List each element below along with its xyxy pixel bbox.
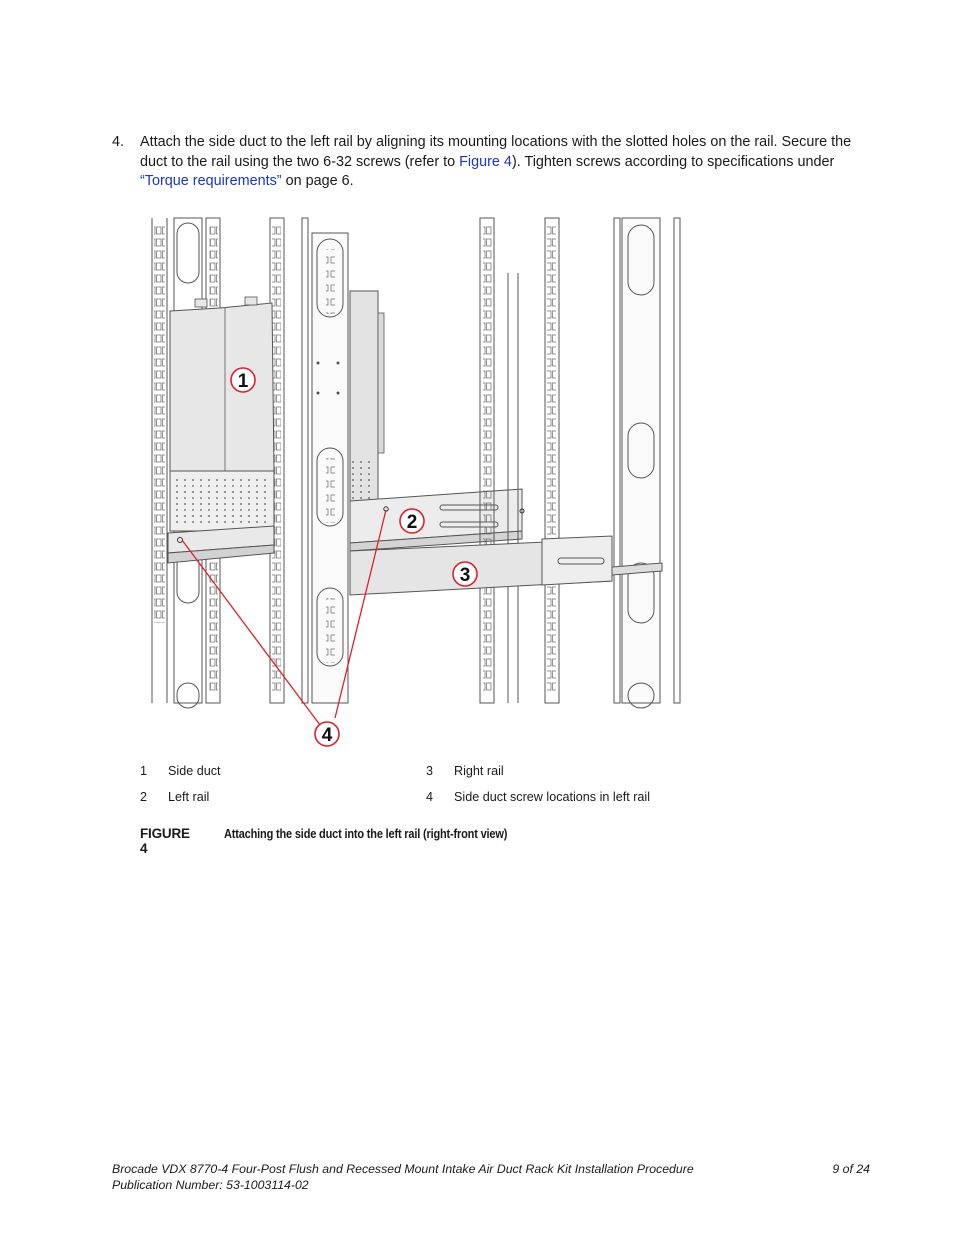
step-text-part-1: Attach the side duct to the left rail by aligning its mounting locations with the slotted holes on the rail. Secure the duct to the rail using the two 6-32 screws (refer to bbox=[140, 134, 852, 170]
legend-number: 4 bbox=[426, 790, 434, 804]
callout-1-label: 1 bbox=[237, 371, 249, 392]
legend-number: 3 bbox=[426, 764, 434, 778]
callout-2-label: 2 bbox=[406, 512, 418, 533]
legend-number: 1 bbox=[140, 764, 148, 778]
callout-4 bbox=[315, 722, 339, 746]
page-number: 9 of 24 bbox=[832, 1162, 870, 1176]
document-title: Brocade VDX 8770-4 Four-Post Flush and Recessed Mount Intake Air Duct Rack Kit Installation Procedure bbox=[112, 1162, 694, 1176]
torque-requirements-link[interactable]: “Torque requirements” bbox=[140, 173, 282, 189]
rack-illustration bbox=[150, 213, 682, 753]
side-duct bbox=[168, 297, 274, 563]
legend-number: 2 bbox=[140, 790, 148, 804]
middle-post bbox=[302, 218, 384, 703]
step-text-part-3: on page 6. bbox=[281, 173, 354, 189]
figure-label: FIGURE 4 bbox=[140, 826, 190, 856]
page-footer bbox=[112, 1162, 872, 1193]
callout-4-label: 4 bbox=[321, 725, 333, 746]
legend-label: Side duct bbox=[168, 764, 221, 778]
callout-3 bbox=[453, 562, 477, 586]
step-text-part-2: ). Tighten screws according to specifications under bbox=[511, 153, 835, 170]
publication-number: Publication Number: 53-1003114-02 bbox=[112, 1177, 309, 1192]
callout-2 bbox=[400, 509, 424, 533]
legend-label: Left rail bbox=[168, 790, 210, 804]
legend-label: Right rail bbox=[454, 764, 504, 778]
figure-4-link[interactable]: Figure 4 bbox=[459, 153, 512, 170]
figure-caption-text: Attaching the side duct into the left rail (right-front view) bbox=[224, 827, 508, 841]
step-text bbox=[140, 133, 858, 192]
step-number: 4. bbox=[112, 134, 125, 150]
right-posts bbox=[480, 218, 680, 708]
rack-drawing bbox=[150, 213, 682, 753]
callout-1 bbox=[231, 368, 255, 392]
callout-3-label: 3 bbox=[459, 565, 471, 586]
legend-label: Side duct screw locations in left rail bbox=[454, 790, 650, 804]
